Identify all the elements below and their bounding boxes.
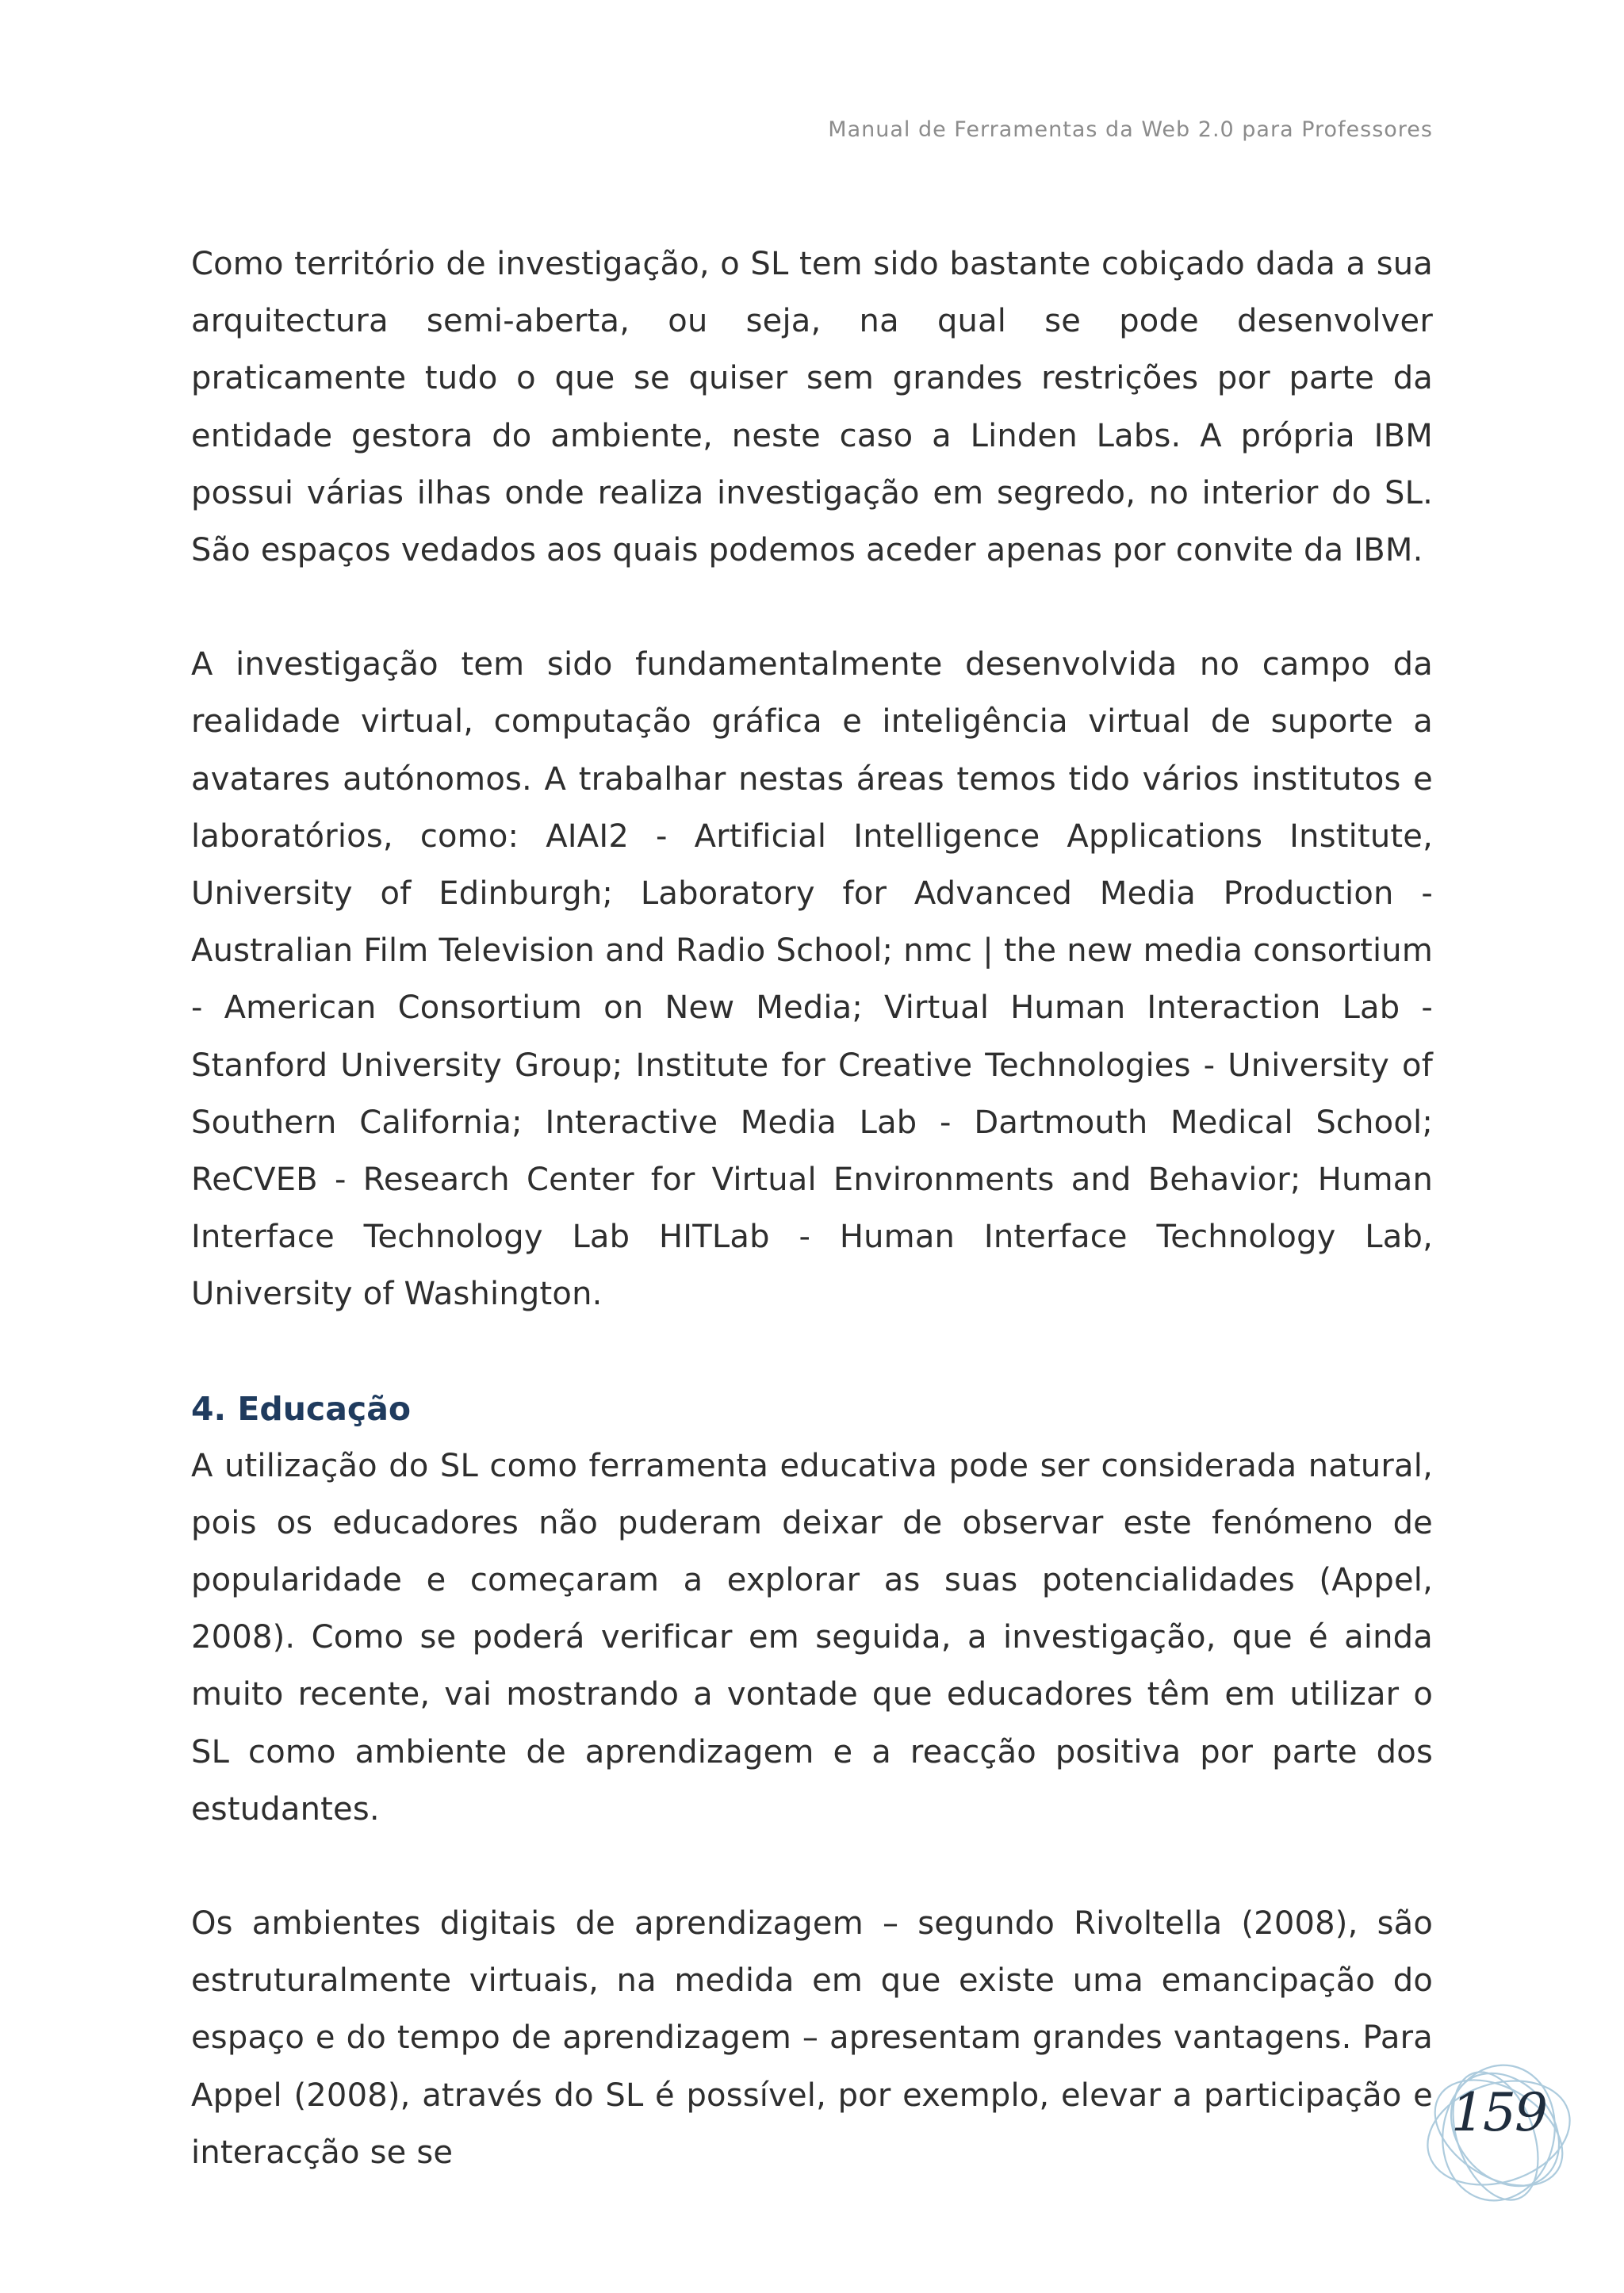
paragraph-spacer <box>191 579 1433 636</box>
paragraph-spacer <box>191 1838 1433 1895</box>
paragraph-spacer <box>191 1323 1433 1380</box>
paragraph-research-territory: Como território de investigação, o SL tem sido bastante cobiçado dada a sua arquitectura semi-aberta, ou seja, na qual se pode desenvolver praticamente tudo o que se quiser sem grandes restrições por parte da entidade gestora do ambiente, neste caso a Linden Labs. A própria IBM possui várias ilhas onde realiza investigação em segredo, no interior do SL. São espaços vedados aos quais podemos aceder apenas por convite da IBM. <box>191 246 1433 569</box>
paragraph-digital-environments: Os ambientes digitais de aprendizagem – segundo Rivoltella (2008), são estruturalmente virtuais, na medida em que existe uma emancipação do espaço e do tempo de aprendizagem – apresentam grandes vantagens. Para Appel (2008), através do SL é possível, por exemplo, elevar a participação e interacção se se <box>191 1905 1433 2171</box>
page-number-ornament <box>1419 2054 1578 2212</box>
paragraph-educational-use: A utilização do SL como ferramenta educativa pode ser considerada natural, pois os educadores não puderam deixar de observar este fenómeno de popularidade e começaram a explorar as suas potencialidades (Appel, 2008). Como se poderá verificar em seguida, a investigação, que é ainda muito recente, vai mostrando a vontade que educadores têm em utilizar o SL como ambiente de aprendizagem e a reacção positiva por parte dos estudantes. <box>191 1447 1433 1828</box>
page-body <box>191 235 1433 2181</box>
page-number: 159 <box>1451 2082 1546 2143</box>
running-header: Manual de Ferramentas da Web 2.0 para Professores <box>828 117 1433 142</box>
section-heading-educacao: 4. Educação <box>191 1389 412 1428</box>
paragraph-research-institutes: A investigação tem sido fundamentalmente desenvolvida no campo da realidade virtual, computação gráfica e inteligência virtual de suporte a avatares autónomos. A trabalhar nestas áreas temos tido vários institutos e laboratórios, como: AIAI2 - Artificial Intelligence Applications Institute, University of Edinburgh; Laboratory for Advanced Media Production - Australian Film Television and Radio School; nmc | the new media consortium - American Consortium on New Media; Virtual Human Interaction Lab - Stanford University Group; Institute for Creative Technologies - University of Southern California; Interactive Media Lab - Dartmouth Medical School; ReCVEB - Research Center for Virtual Environments and Behavior; Human Interface Technology Lab HITLab - Human Interface Technology Lab, University of Washington. <box>191 646 1433 1313</box>
